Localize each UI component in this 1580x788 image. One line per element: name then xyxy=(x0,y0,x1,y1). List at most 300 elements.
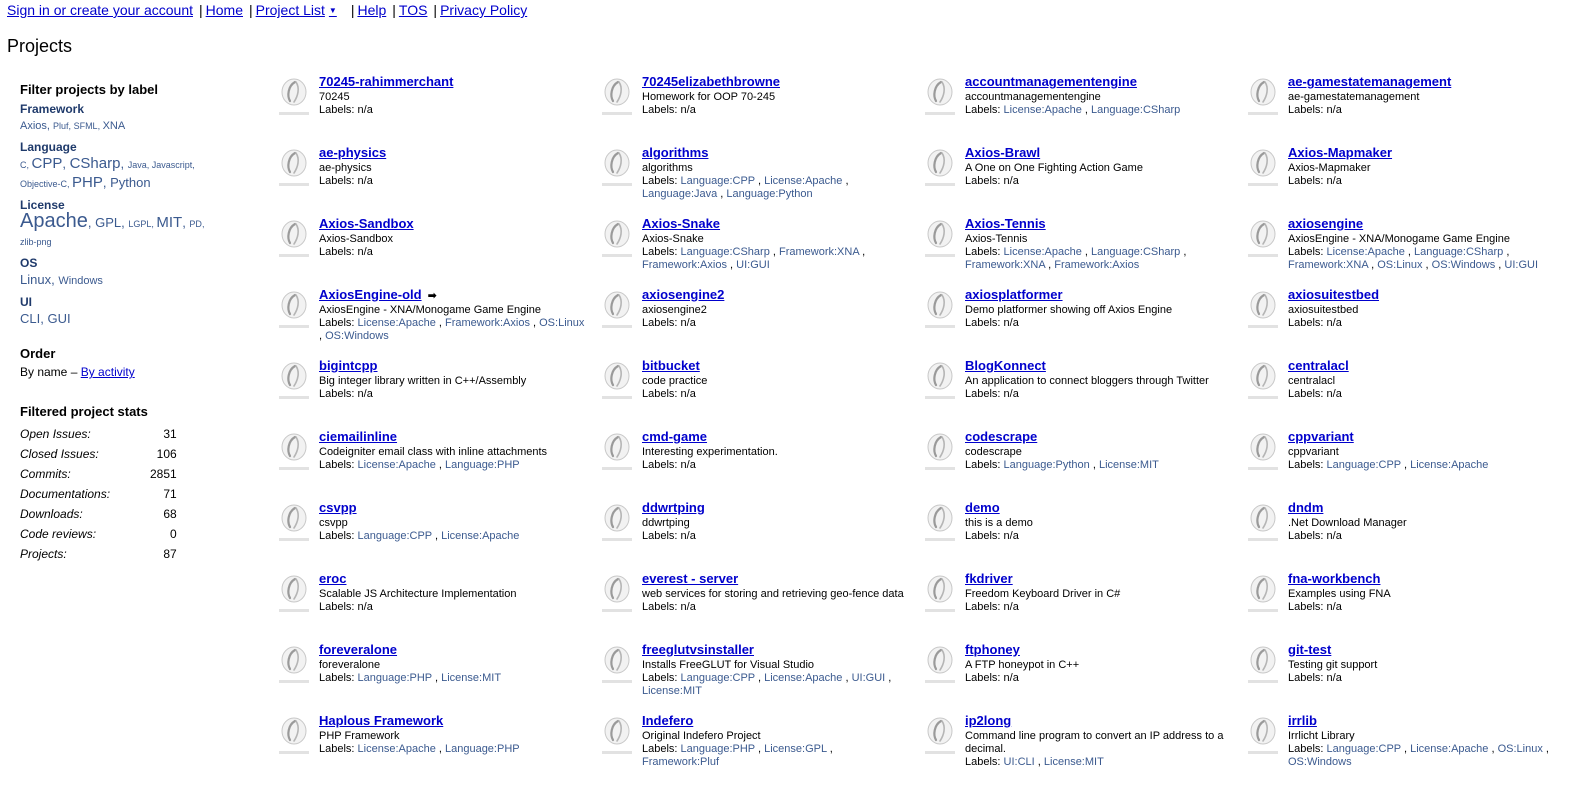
chevron-down-icon: ▼ xyxy=(328,6,337,16)
project-label-link[interactable]: OS:Windows xyxy=(1431,259,1496,271)
filter-tag-link[interactable]: Pluf xyxy=(53,121,69,131)
project-description: ddwrtping xyxy=(642,517,690,529)
project-name-link[interactable]: bigintcpp xyxy=(319,358,378,373)
project-logo-icon xyxy=(278,715,310,755)
project-info xyxy=(319,287,589,343)
project-description: Testing git support xyxy=(1288,659,1378,671)
stats-key: Downloads: xyxy=(20,507,83,521)
project-label-link[interactable]: Language:Python xyxy=(726,188,813,200)
project-card xyxy=(1247,642,1557,708)
stats-heading: Filtered project stats xyxy=(20,404,148,419)
filter-group xyxy=(20,140,220,193)
project-name-link[interactable]: demo xyxy=(965,500,1000,515)
project-label-link[interactable]: OS:Linux xyxy=(539,317,585,329)
project-label-link[interactable]: License:Apache xyxy=(1326,246,1405,258)
project-description: AxiosEngine - XNA/Monogame Game Engine xyxy=(319,304,541,316)
nav-separator: | xyxy=(433,2,438,18)
labels-prefix: Labels: xyxy=(319,672,358,684)
project-label-link[interactable]: OS:Windows xyxy=(325,330,389,342)
project-description: Homework for OOP 70-245 xyxy=(642,91,776,103)
project-label-link[interactable]: Language:CPP xyxy=(680,175,755,187)
project-label-link[interactable]: Framework:XNA xyxy=(1288,259,1369,271)
project-card xyxy=(278,642,588,708)
project-name-link[interactable]: Axios-Tennis xyxy=(965,216,1046,231)
home-link[interactable]: Home xyxy=(205,2,243,18)
project-card xyxy=(278,287,588,353)
project-logo-icon xyxy=(601,147,633,187)
labels-prefix: Labels: xyxy=(965,601,1004,613)
labels-none: n/a xyxy=(357,175,373,187)
labels-none: n/a xyxy=(680,317,696,329)
project-description: Command line program to convert an IP address to a decimal. xyxy=(965,730,1224,755)
filter-tag-link[interactable]: Java xyxy=(127,160,147,170)
project-description: A One on One Fighting Action Game xyxy=(965,162,1143,174)
project-label-link[interactable]: License:Apache xyxy=(357,743,436,755)
project-label-link[interactable]: Language:CPP xyxy=(680,672,755,684)
project-name-link[interactable]: 70245elizabethbrowne xyxy=(642,74,780,89)
labels-prefix: Labels: xyxy=(1288,743,1327,755)
project-label-link[interactable]: Language:CPP xyxy=(1326,459,1401,471)
filter-tag-link[interactable]: Apache xyxy=(20,210,88,232)
stats-key: Closed Issues: xyxy=(20,447,99,461)
project-name-link[interactable]: axiosengine2 xyxy=(642,287,725,302)
project-info xyxy=(965,145,1235,188)
project-labels xyxy=(1288,175,1558,188)
labels-none: n/a xyxy=(1003,317,1019,329)
stats-key: Documentations: xyxy=(20,487,111,501)
project-name-link[interactable]: ae-physics xyxy=(319,145,387,160)
project-label-link[interactable]: Language:PHP xyxy=(444,459,520,471)
project-card xyxy=(1247,358,1557,424)
filter-tag-link[interactable]: Axios xyxy=(20,120,47,132)
project-label-link[interactable]: License:Apache xyxy=(357,459,436,471)
project-logo-icon xyxy=(278,289,310,329)
signin-link[interactable]: Sign in or create your account xyxy=(7,2,193,18)
project-name-link[interactable]: algorithms xyxy=(642,145,709,160)
project-label-link[interactable]: Framework:Axios xyxy=(642,259,727,271)
project-card xyxy=(278,74,588,140)
project-name-link[interactable]: accountmanagementengine xyxy=(965,74,1137,89)
nav-separator: | xyxy=(392,2,396,18)
filter-tag-link[interactable]: PHP xyxy=(72,174,103,191)
project-labels xyxy=(642,104,912,117)
project-description: algorithms xyxy=(642,162,693,174)
tag-separator: , xyxy=(151,219,157,229)
project-labels: Labels: Language:PHP , License:GPL , Framework:Pluf xyxy=(642,743,833,768)
project-logo-icon xyxy=(1247,573,1279,613)
project-labels: Labels: Language:CPP , License:Apache , OS:Linux , OS:Windows xyxy=(1288,743,1549,768)
project-labels: Labels: Language:PHP , License:MIT xyxy=(319,672,502,684)
project-info xyxy=(965,713,1235,769)
labels-prefix: Labels: xyxy=(965,459,1004,471)
labels-prefix: Labels: xyxy=(319,601,358,613)
project-labels xyxy=(965,672,1235,685)
project-description: accountmanagementengine xyxy=(965,91,1101,103)
project-logo-icon xyxy=(601,360,633,400)
project-description: Interesting experimentation. xyxy=(642,446,778,458)
project-info xyxy=(1288,642,1558,685)
project-card xyxy=(924,500,1234,566)
project-logo-icon xyxy=(601,502,633,542)
project-name-link[interactable]: Axios-Mapmaker xyxy=(1288,145,1393,160)
project-labels xyxy=(1288,317,1558,330)
project-card xyxy=(278,713,588,779)
tag-separator: , xyxy=(40,311,48,326)
project-logo-icon xyxy=(924,218,956,258)
project-label-link[interactable]: OS:Windows xyxy=(1288,756,1352,768)
project-label-link[interactable]: OS:Linux xyxy=(1497,743,1543,755)
project-label-link[interactable]: UI:GUI xyxy=(851,672,886,684)
filter-tag-link[interactable]: CPP xyxy=(31,155,63,172)
tag-separator: , xyxy=(68,121,74,131)
project-label-link[interactable]: License:Apache xyxy=(764,175,843,187)
project-card xyxy=(601,74,911,140)
project-card xyxy=(924,571,1234,637)
project-label-link[interactable]: Language:PHP xyxy=(444,743,520,755)
project-name-link[interactable]: dndm xyxy=(1288,500,1324,515)
help-link[interactable]: Help xyxy=(357,2,387,18)
project-name-link[interactable]: freeglutvsinstaller xyxy=(642,642,754,657)
project-description: Scalable JS Architecture Implementation xyxy=(319,588,517,600)
project-labels xyxy=(965,530,1235,543)
labels-prefix: Labels: xyxy=(965,104,1004,116)
project-logo-icon xyxy=(278,644,310,684)
labels-prefix: Labels: xyxy=(642,743,681,755)
project-description: An application to connect bloggers through Twitter xyxy=(965,375,1209,387)
project-info xyxy=(965,358,1235,401)
project-description: 70245 xyxy=(319,91,350,103)
labels-none: n/a xyxy=(1003,672,1019,684)
filter-group-name: Framework xyxy=(20,102,85,116)
project-info xyxy=(319,429,589,472)
project-labels xyxy=(1288,530,1558,543)
filter-tag-link[interactable]: Windows xyxy=(58,275,103,287)
tos-link[interactable]: TOS xyxy=(398,2,428,18)
filter-tag-list xyxy=(20,271,220,290)
project-description: axiosengine2 xyxy=(642,304,707,316)
labels-prefix: Labels: xyxy=(642,459,681,471)
project-label-link[interactable]: License:Apache xyxy=(357,317,436,329)
project-name-link[interactable]: ftphoney xyxy=(965,642,1020,657)
stats-value: 106 xyxy=(156,447,177,461)
project-logo-icon xyxy=(924,431,956,471)
project-label-link[interactable]: Language:CSharp xyxy=(1090,246,1181,258)
project-name-link[interactable]: irrlib xyxy=(1288,713,1317,728)
project-name-link[interactable]: ip2long xyxy=(965,713,1012,728)
filter-tag-list xyxy=(20,117,220,135)
project-list-label: Project List xyxy=(255,2,325,18)
project-label-link[interactable]: OS:Linux xyxy=(1377,259,1423,271)
project-description: code practice xyxy=(642,375,708,387)
project-labels xyxy=(1288,672,1558,685)
project-card xyxy=(1247,216,1557,282)
stats-row xyxy=(20,524,177,544)
labels-none: n/a xyxy=(357,388,373,400)
order-options xyxy=(20,365,220,379)
project-label-link[interactable]: License:Apache xyxy=(1410,743,1489,755)
labels-prefix: Labels: xyxy=(319,175,358,187)
project-label-link[interactable]: License:Apache xyxy=(441,530,520,542)
filter-tag-link[interactable]: Python xyxy=(110,175,151,190)
tag-separator: , xyxy=(51,272,59,287)
project-description: Axios-Snake xyxy=(642,233,704,245)
project-info xyxy=(642,145,912,201)
project-logo-icon xyxy=(1247,715,1279,755)
filter-tag-link[interactable]: Objective-C xyxy=(20,179,68,189)
stats-key: Projects: xyxy=(20,547,67,561)
tag-separator: , xyxy=(102,175,111,190)
project-label-link[interactable]: Language:PHP xyxy=(357,672,432,684)
order-by-activity-link[interactable]: By activity xyxy=(80,365,135,379)
labels-prefix: Labels: xyxy=(319,317,358,329)
project-description: AxiosEngine - XNA/Monogame Game Engine xyxy=(1288,233,1510,245)
project-name-link[interactable]: ciemailinline xyxy=(319,429,398,444)
project-label-link[interactable]: License:MIT xyxy=(642,685,702,697)
project-label-link[interactable]: UI:GUI xyxy=(736,259,770,271)
filter-tag-link[interactable]: PD xyxy=(189,219,202,229)
order-section xyxy=(20,346,220,379)
project-name-link[interactable]: foreveralone xyxy=(319,642,398,657)
project-label-link[interactable]: Framework:Axios xyxy=(1054,259,1140,271)
project-label-link[interactable]: UI:GUI xyxy=(1504,259,1539,271)
project-card xyxy=(278,358,588,424)
project-name-link[interactable]: fkdriver xyxy=(965,571,1013,586)
project-name-link[interactable]: AxiosEngine-old xyxy=(319,287,422,302)
project-name-link[interactable]: Axios-Brawl xyxy=(965,145,1041,160)
project-labels xyxy=(1288,388,1558,401)
project-name-link[interactable]: 70245-rahimmerchant xyxy=(319,74,454,89)
project-name-link[interactable]: git-test xyxy=(1288,642,1332,657)
project-name-link[interactable]: axiosengine xyxy=(1288,216,1364,231)
project-logo-icon xyxy=(278,147,310,187)
page-title: Projects xyxy=(7,36,73,56)
project-logo-icon xyxy=(924,573,956,613)
labels-prefix: Labels: xyxy=(1288,601,1327,613)
project-logo-icon xyxy=(278,76,310,116)
project-label-link[interactable]: UI:CLI xyxy=(1003,756,1035,768)
project-name-link[interactable]: cmd-game xyxy=(642,429,708,444)
project-name-link[interactable]: Haplous Framework xyxy=(319,713,444,728)
project-info xyxy=(965,74,1235,117)
labels-none: n/a xyxy=(680,530,696,542)
labels-prefix: Labels: xyxy=(319,104,358,116)
project-info xyxy=(965,500,1235,543)
labels-none: n/a xyxy=(357,246,373,258)
project-name-link[interactable]: cppvariant xyxy=(1288,429,1354,444)
project-name-link[interactable]: codescrape xyxy=(965,429,1038,444)
filter-tag-link[interactable]: LGPL xyxy=(128,219,152,229)
project-info xyxy=(642,216,912,272)
project-labels xyxy=(642,530,912,543)
filter-tag-link[interactable]: CSharp xyxy=(69,155,121,172)
filter-tag-link[interactable]: Linux xyxy=(20,272,52,287)
labels-none: n/a xyxy=(1326,601,1342,613)
project-card xyxy=(601,287,911,353)
filter-tag-link[interactable]: GUI xyxy=(47,311,71,326)
stats-row xyxy=(20,504,177,524)
project-info xyxy=(965,429,1235,472)
project-card xyxy=(278,571,588,637)
project-card xyxy=(1247,287,1557,353)
project-name-link[interactable]: axiosuitestbed xyxy=(1288,287,1380,302)
project-info xyxy=(319,713,589,756)
project-card xyxy=(924,358,1234,424)
project-name-link[interactable]: bitbucket xyxy=(642,358,700,373)
labels-prefix: Labels: xyxy=(319,743,358,755)
project-label-link[interactable]: Framework:Axios xyxy=(444,317,530,329)
project-logo-icon xyxy=(278,573,310,613)
filter-tag-link[interactable]: CLI xyxy=(20,311,41,326)
project-labels xyxy=(1288,104,1558,117)
labels-prefix: Labels: xyxy=(642,672,681,684)
project-labels: Labels: License:Apache , Framework:Axios , OS:Linux , OS:Windows xyxy=(319,317,585,342)
labels-none: n/a xyxy=(1003,175,1019,187)
project-card xyxy=(1247,500,1557,566)
stats-value: 0 xyxy=(170,527,177,541)
project-logo-icon xyxy=(601,218,633,258)
filter-tag-link[interactable]: zlib-png xyxy=(20,237,52,247)
project-label-link[interactable]: License:GPL xyxy=(764,743,827,755)
filter-group xyxy=(20,256,220,290)
top-navigation xyxy=(7,1,527,20)
project-info xyxy=(1288,74,1558,117)
project-info xyxy=(1288,713,1558,769)
labels-prefix: Labels: xyxy=(642,317,681,329)
filter-tag-link[interactable]: Javascript xyxy=(151,160,193,170)
project-label-link[interactable]: License:Apache xyxy=(764,672,843,684)
labels-none: n/a xyxy=(1326,175,1342,187)
project-name-link[interactable]: ae-gamestatemanagement xyxy=(1288,74,1452,89)
project-description: A FTP honeypot in C++ xyxy=(965,659,1080,671)
labels-none: n/a xyxy=(1326,104,1342,116)
external-arrow-icon[interactable]: ➡ xyxy=(427,289,437,302)
project-logo-icon xyxy=(924,715,956,755)
project-description: Demo platformer showing off Axios Engine xyxy=(965,304,1173,316)
project-label-link[interactable]: License:Apache xyxy=(1003,104,1082,116)
stats-row xyxy=(20,464,177,484)
project-info xyxy=(965,216,1235,272)
project-info xyxy=(319,642,589,685)
project-name-link[interactable]: BlogKonnect xyxy=(965,358,1046,373)
project-label-link[interactable]: Framework:Pluf xyxy=(642,756,720,768)
project-label-link[interactable]: License:MIT xyxy=(1043,756,1104,768)
project-description: Big integer library written in C++/Assembly xyxy=(319,375,527,387)
filter-tag-link[interactable]: XNA xyxy=(102,120,126,132)
labels-none: n/a xyxy=(1003,388,1019,400)
project-labels xyxy=(642,388,912,401)
labels-prefix: Labels: xyxy=(1288,175,1327,187)
filter-tag-link[interactable]: C xyxy=(20,160,27,170)
project-logo-icon xyxy=(601,715,633,755)
project-labels xyxy=(642,317,912,330)
project-logo-icon xyxy=(1247,289,1279,329)
project-label-link[interactable]: Language:Python xyxy=(1003,459,1090,471)
filter-tag-link[interactable]: GPL xyxy=(95,215,122,230)
project-info xyxy=(642,74,912,117)
project-description: axiosuitestbed xyxy=(1288,304,1359,316)
project-logo-icon xyxy=(1247,76,1279,116)
project-name-link[interactable]: csvpp xyxy=(319,500,357,515)
project-labels: Labels: License:Apache , Language:PHP xyxy=(319,459,520,471)
project-logo-icon xyxy=(1247,147,1279,187)
labels-prefix: Labels: xyxy=(965,317,1004,329)
project-logo-icon xyxy=(601,573,633,613)
project-logo-icon xyxy=(924,289,956,329)
labels-none: n/a xyxy=(680,601,696,613)
project-label-link[interactable]: License:MIT xyxy=(441,672,502,684)
project-name-link[interactable]: centralacl xyxy=(1288,358,1349,373)
nav-separator: | xyxy=(249,2,253,18)
project-label-link[interactable]: Language:CPP xyxy=(1326,743,1401,755)
project-labels xyxy=(1288,601,1558,614)
project-label-link[interactable]: Language:CSharp xyxy=(680,246,770,258)
project-description: ae-gamestatemanagement xyxy=(1288,91,1420,103)
labels-prefix: Labels: xyxy=(642,388,681,400)
project-label-link[interactable]: Language:CSharp xyxy=(1090,104,1181,116)
project-description: centralacl xyxy=(1288,375,1336,387)
project-name-link[interactable]: fna-workbench xyxy=(1288,571,1381,586)
project-label-link[interactable]: Language:PHP xyxy=(680,743,755,755)
project-info xyxy=(1288,429,1558,472)
project-labels: Labels: Language:CPP , License:Apache xyxy=(1288,459,1489,471)
project-name-link[interactable]: ddwrtping xyxy=(642,500,705,515)
labels-prefix: Labels: xyxy=(1288,672,1327,684)
project-logo-icon xyxy=(924,360,956,400)
project-labels xyxy=(965,317,1235,330)
project-logo-icon xyxy=(1247,502,1279,542)
project-info xyxy=(965,642,1235,685)
filter-group xyxy=(20,102,220,135)
project-card xyxy=(1247,429,1557,495)
stats-value: 2851 xyxy=(150,467,177,481)
project-name-link[interactable]: everest - server xyxy=(642,571,739,586)
project-label-link[interactable]: Framework:XNA xyxy=(779,246,860,258)
project-card xyxy=(601,642,911,708)
project-labels xyxy=(319,246,589,259)
project-label-link[interactable]: Language:Java xyxy=(642,188,718,200)
project-description: ae-physics xyxy=(319,162,372,174)
labels-prefix: Labels: xyxy=(642,246,681,258)
project-name-link[interactable]: axiosplatformer xyxy=(965,287,1063,302)
tag-separator: , xyxy=(62,156,70,171)
labels-prefix: Labels: xyxy=(319,388,358,400)
stats-value: 71 xyxy=(163,487,177,501)
labels-prefix: Labels: xyxy=(319,530,358,542)
stats-row xyxy=(20,484,177,504)
project-labels xyxy=(319,601,589,614)
project-label-link[interactable]: Framework:XNA xyxy=(965,259,1046,271)
project-label-link[interactable]: License:Apache xyxy=(1003,246,1082,258)
privacy-link[interactable]: Privacy Policy xyxy=(440,2,528,18)
project-list-menu[interactable] xyxy=(256,2,337,18)
project-labels: Labels: License:Apache , Language:CSharp , Framework:XNA , OS:Linux , OS:Windows , UI:GUI xyxy=(1288,246,1539,271)
project-description: Codeigniter email class with inline attachments xyxy=(319,446,548,458)
project-name-link[interactable]: Indefero xyxy=(642,713,694,728)
labels-none: n/a xyxy=(680,459,696,471)
project-label-link[interactable]: License:MIT xyxy=(1098,459,1159,471)
filter-tag-link[interactable]: MIT xyxy=(156,214,183,231)
filter-tag-link[interactable]: SFML xyxy=(73,121,98,131)
project-description: web services for storing and retrieving geo-fence data xyxy=(642,588,904,600)
project-label-link[interactable]: Language:CSharp xyxy=(1413,246,1504,258)
project-card xyxy=(601,571,911,637)
project-name-link[interactable]: eroc xyxy=(319,571,347,586)
tag-separator: , xyxy=(121,215,129,230)
project-label-link[interactable]: License:Apache xyxy=(1410,459,1489,471)
project-name-link[interactable]: Axios-Sandbox xyxy=(319,216,414,231)
project-label-link[interactable]: Language:CPP xyxy=(357,530,432,542)
project-name-link[interactable]: Axios-Snake xyxy=(642,216,721,231)
